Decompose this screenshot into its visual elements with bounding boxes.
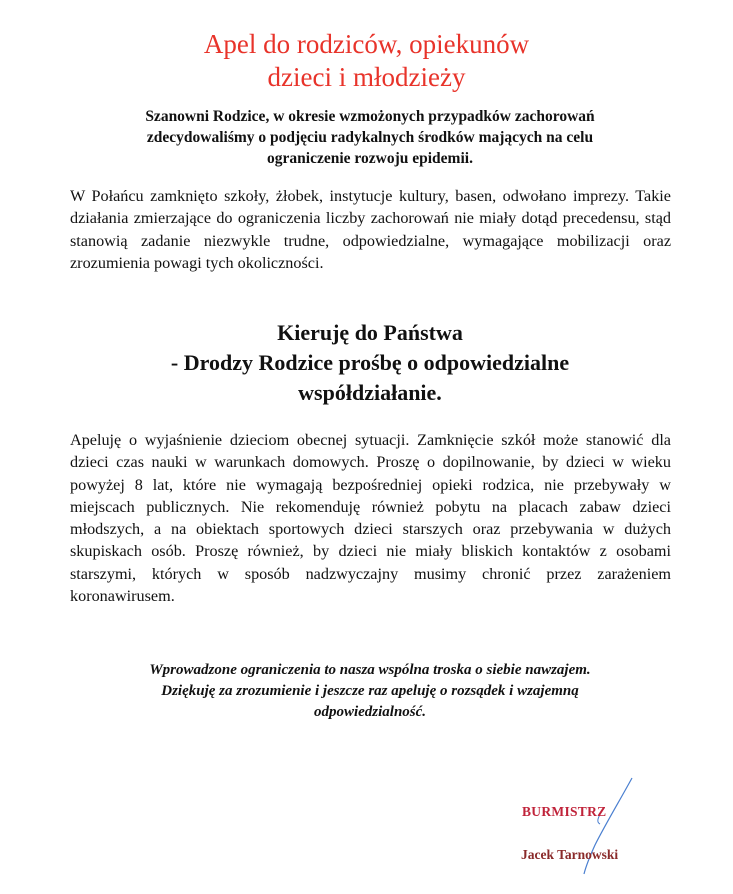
section-heading — [70, 318, 670, 408]
title-line-1: Apel do rodziców, opiekunów — [203, 29, 530, 59]
intro-text — [70, 106, 670, 169]
closing-line-1: Wprowadzone ograniczenia to nasza wspólna troska o siebie nawzajem. — [149, 662, 591, 678]
handwritten-signature — [540, 770, 640, 880]
intro-line-1: Szanowni Rodzice, w okresie wzmożonych przypadków zachorowań — [145, 108, 595, 125]
paragraph-2: Apeluję o wyjaśnienie dzieciom obecnej sytuacji. Zamknięcie szkół może stanowić dla dzieci czas nauki w warunkach domowych. Proszę o dopilnowanie, by dzieci w wieku powyżej 8 lat, które nie wymagają bezpośredniej opieki rodzica, nie przebywały w miejscach publicznych. Nie rekomenduję również pobytu na placach zabaw dzieci młodszych, a na obiektach sportowych dzieci starszych oraz przebywania w dużych skupiskach osób. Proszę również, by dzieci nie miały bliskich kontaktów z osobami starszymi, których w sposób nadzwyczajny musimy chronić przez zarażeniem koronawirusem. — [70, 431, 671, 606]
closing-text — [70, 660, 670, 723]
closing-line-3: odpowiedzialność. — [313, 704, 427, 720]
intro-line-3: ograniczenie rozwoju epidemii. — [267, 150, 473, 167]
heading-line-1: Kieruję do Państwa — [277, 320, 463, 345]
signature-name-stamp: Jacek Tarnowski — [521, 847, 619, 862]
heading-line-3: współdziałanie. — [298, 380, 442, 405]
signature-title-stamp: BURMISTRZ — [522, 804, 607, 819]
heading-line-2: - Drodzy Rodzice prośbę o odpowiedzialne — [170, 350, 570, 375]
document-title — [0, 28, 733, 94]
intro-line-2: zdecydowaliśmy o podjęciu radykalnych środków mających na celu — [146, 129, 594, 146]
title-line-2: dzieci i młodzieży — [267, 62, 466, 92]
paragraph-1: W Połańcu zamknięto szkoły, żłobek, instytucje kultury, basen, odwołano imprezy. Takie działania zmierzające do ograniczenia liczby zachorowań nie miały dotąd precedensu, stąd stanowią zadanie niezwykle trudne, odpowiedzialne, wymagające mobilizacji oraz zrozumienia powagi tych okoliczności. — [70, 187, 671, 272]
closing-line-2: Dziękuję za zrozumienie i jeszcze raz apeluję o rozsądek i wzajemną — [161, 683, 579, 699]
